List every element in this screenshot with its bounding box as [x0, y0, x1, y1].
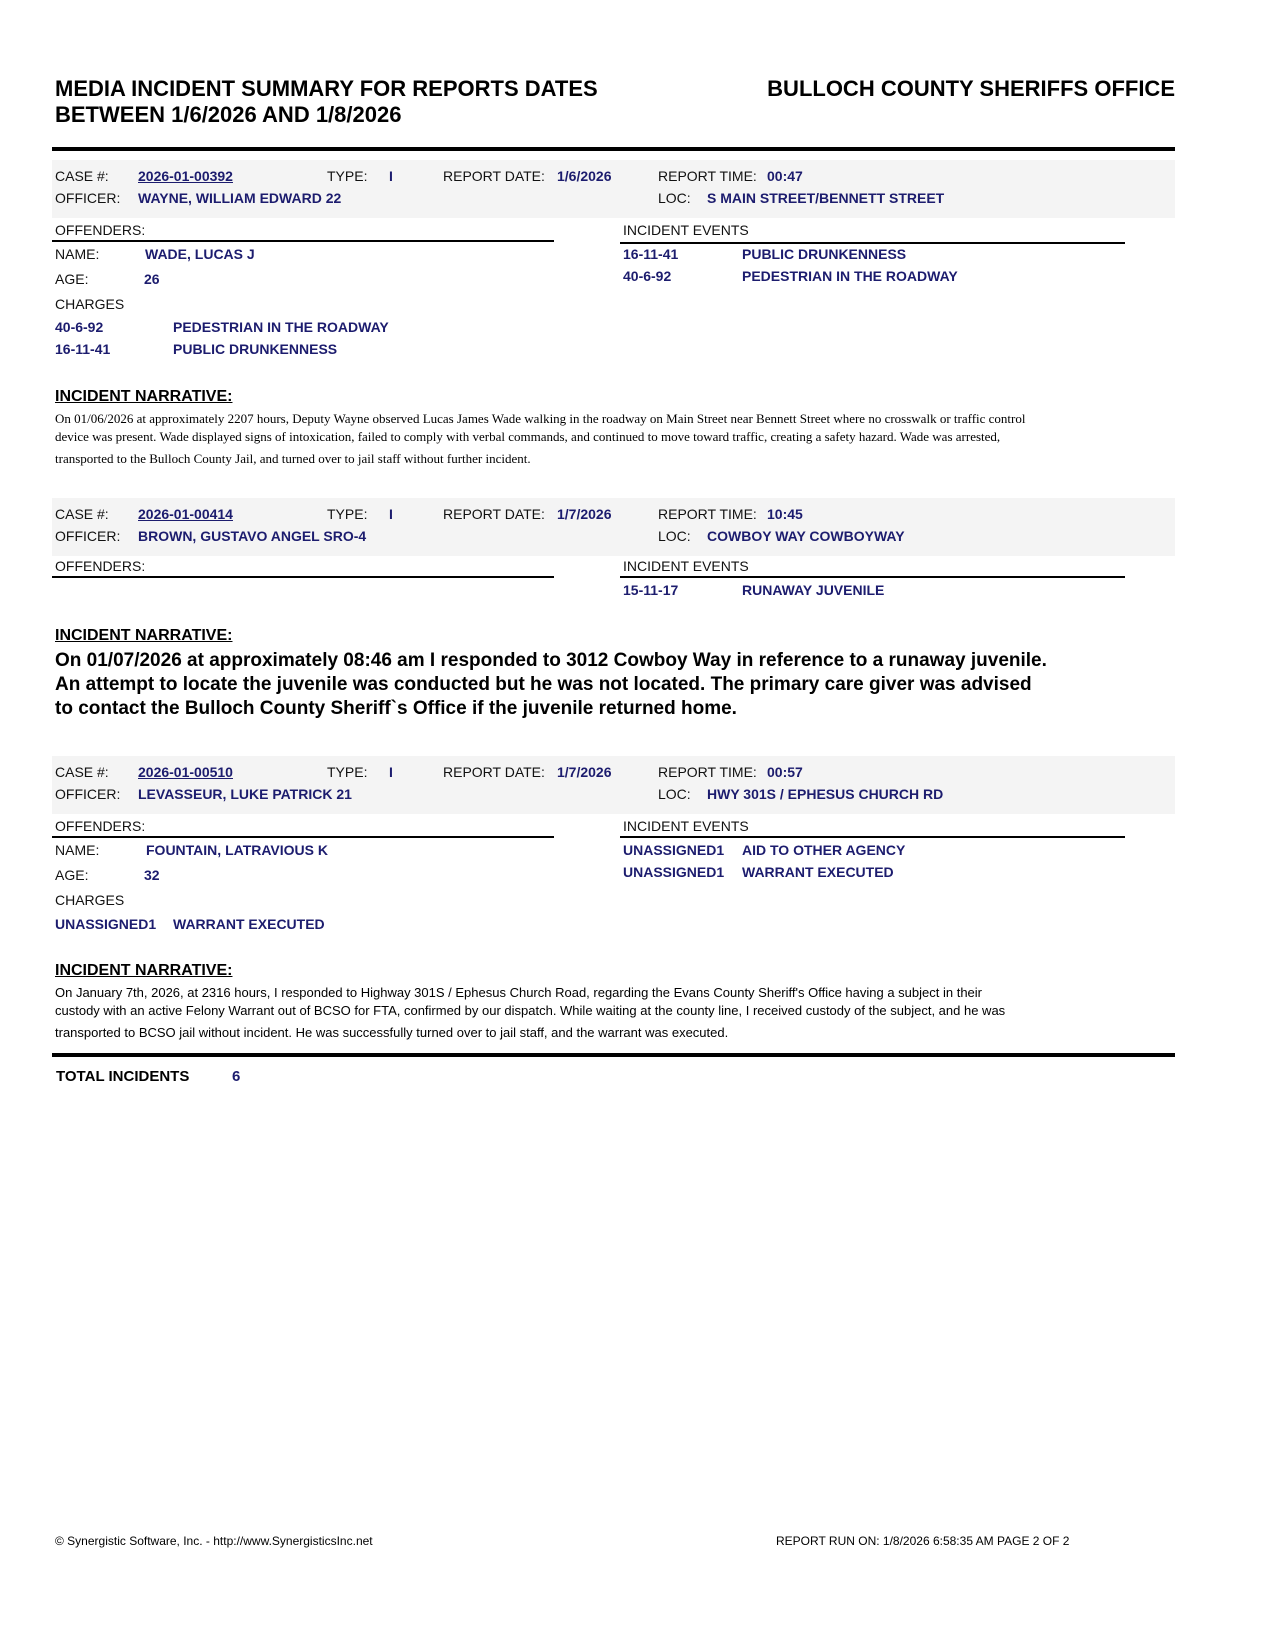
offender-name-value: FOUNTAIN, LATRAVIOUS K: [146, 842, 328, 858]
report-date-label: REPORT DATE:: [443, 506, 545, 522]
offenders-heading: OFFENDERS:: [55, 558, 146, 574]
report-date-label: REPORT DATE:: [443, 168, 545, 184]
report-date-value: 1/7/2026: [557, 506, 612, 522]
event-code: 40-6-92: [623, 268, 672, 284]
offender-name-label: NAME:: [55, 842, 100, 858]
report-date-value: 1/6/2026: [557, 168, 612, 184]
report-date-label: REPORT DATE:: [443, 764, 545, 780]
offender-age-label: AGE:: [55, 867, 89, 883]
narrative-heading: INCIDENT NARRATIVE:: [55, 962, 233, 979]
narrative-line: custody with an active Felony Warrant out of BCSO for FTA, confirmed by our dispatch. While waiting at the county line, I received custody of the subject, and he was: [55, 1003, 1006, 1018]
narrative-line: transported to the Bulloch County Jail, and turned over to jail staff without further incident.: [55, 451, 531, 466]
report-title-line2: BETWEEN 1/6/2026 AND 1/8/2026: [55, 102, 402, 127]
loc-value: COWBOY WAY COWBOYWAY: [707, 528, 905, 544]
loc-label: LOC:: [658, 786, 691, 802]
event-code: UNASSIGNED1: [623, 842, 725, 858]
offender-age-label: AGE:: [55, 271, 89, 287]
charge-code: 40-6-92: [55, 319, 104, 335]
report-time-label: REPORT TIME:: [658, 506, 757, 522]
type-label: TYPE:: [327, 764, 368, 780]
offender-name-value: WADE, LUCAS J: [145, 246, 255, 262]
report-time-value: 00:57: [767, 764, 803, 780]
narrative-line: On 01/07/2026 at approximately 08:46 am I responded to 3012 Cowboy Way in reference to a runaway juvenile.: [55, 650, 1047, 671]
narrative-line: device was present. Wade displayed signs of intoxication, failed to comply with verbal commands, and continued to move toward traffic, creating a safety hazard. Wade was arrested,: [55, 429, 1001, 444]
narrative-line: On January 7th, 2026, at 2316 hours, I responded to Highway 301S / Ephesus Church Road, regarding the Evans County Sheriff's Office having a subject in their: [55, 985, 983, 1000]
charge-desc: PEDESTRIAN IN THE ROADWAY: [173, 319, 389, 335]
event-code: 15-11-17: [623, 582, 679, 598]
offenders-divider: [52, 576, 554, 578]
officer-label: OFFICER:: [55, 528, 121, 544]
case-number-link[interactable]: 2026-01-00392: [138, 168, 233, 184]
narrative-heading: INCIDENT NARRATIVE:: [55, 388, 233, 405]
case-header-band: [52, 160, 1175, 218]
event-desc: RUNAWAY JUVENILE: [742, 582, 885, 598]
charge-desc: WARRANT EXECUTED: [173, 916, 325, 932]
report-time-label: REPORT TIME:: [658, 168, 757, 184]
totals-divider: [52, 1053, 1175, 1057]
case-number-label: CASE #:: [55, 168, 109, 184]
loc-value: S MAIN STREET/BENNETT STREET: [707, 190, 945, 206]
footer-copyright: © Synergistic Software, Inc. - http://www.SynergisticsInc.net: [55, 1534, 373, 1548]
events-divider: [620, 836, 1125, 838]
report-time-value: 00:47: [767, 168, 803, 184]
type-value: I: [389, 168, 393, 184]
type-value: I: [389, 506, 393, 522]
total-incidents-value: 6: [232, 1068, 241, 1085]
narrative-heading: INCIDENT NARRATIVE:: [55, 627, 233, 644]
event-code: UNASSIGNED1: [623, 864, 725, 880]
case-number-label: CASE #:: [55, 764, 109, 780]
report-time-label: REPORT TIME:: [658, 764, 757, 780]
offenders-divider: [52, 836, 554, 838]
report-header: [55, 76, 1175, 148]
events-divider: [620, 576, 1125, 578]
type-label: TYPE:: [327, 168, 368, 184]
officer-value: WAYNE, WILLIAM EDWARD 22: [138, 190, 342, 206]
event-desc: WARRANT EXECUTED: [742, 864, 894, 880]
loc-label: LOC:: [658, 190, 691, 206]
report-title: [55, 76, 695, 128]
report-title-line1: MEDIA INCIDENT SUMMARY FOR REPORTS DATES: [55, 76, 598, 101]
officer-label: OFFICER:: [55, 786, 121, 802]
offenders-heading: OFFENDERS:: [55, 222, 146, 238]
case-number-link[interactable]: 2026-01-00510: [138, 764, 233, 780]
narrative-line: transported to BCSO jail without incident. He was successfully turned over to jail staff, and the warrant was executed.: [55, 1025, 729, 1040]
event-desc: AID TO OTHER AGENCY: [742, 842, 906, 858]
narrative-line: On 01/06/2026 at approximately 2207 hours, Deputy Wayne observed Lucas James Wade walking in the roadway on Main Street near Bennett Street where no crosswalk or traffic control: [55, 411, 1026, 426]
events-divider: [620, 242, 1125, 244]
offender-age-value: 26: [144, 271, 160, 287]
case-number-link[interactable]: 2026-01-00414: [138, 506, 233, 522]
case-block-1: [52, 160, 1175, 466]
incident-events-heading: INCIDENT EVENTS: [623, 222, 749, 238]
officer-value: LEVASSEUR, LUKE PATRICK 21: [138, 786, 352, 802]
offenders-heading: OFFENDERS:: [55, 818, 146, 834]
event-code: 16-11-41: [623, 246, 679, 262]
charge-code: 16-11-41: [55, 341, 111, 357]
header-divider: [52, 147, 1175, 151]
offenders-divider: [52, 240, 554, 242]
agency-name: BULLOCH COUNTY SHERIFFS OFFICE: [767, 76, 1175, 101]
offender-age-value: 32: [144, 867, 160, 883]
incident-events-heading: INCIDENT EVENTS: [623, 558, 749, 574]
charges-heading: CHARGES: [55, 296, 125, 312]
type-label: TYPE:: [327, 506, 368, 522]
case-header-band: [52, 498, 1175, 556]
case-block-2: [52, 498, 1175, 719]
incident-events-heading: INCIDENT EVENTS: [623, 818, 749, 834]
report-time-value: 10:45: [767, 506, 803, 522]
total-incidents-label: TOTAL INCIDENTS: [56, 1068, 190, 1085]
incident-narrative: [55, 984, 1165, 1042]
footer-report-run: REPORT RUN ON: 1/8/2026 6:58:35 AM PAGE 2 OF 2: [776, 1534, 1070, 1548]
case-header-band: [52, 756, 1175, 814]
charges-heading: CHARGES: [55, 892, 125, 908]
charge-desc: PUBLIC DRUNKENNESS: [173, 341, 338, 357]
incident-narrative: [55, 649, 1165, 721]
charge-code: UNASSIGNED1: [55, 916, 157, 932]
type-value: I: [389, 764, 393, 780]
narrative-line: to contact the Bulloch County Sheriff`s Office if the juvenile returned home.: [55, 698, 737, 719]
event-desc: PEDESTRIAN IN THE ROADWAY: [742, 268, 958, 284]
offender-name-label: NAME:: [55, 246, 100, 262]
case-number-label: CASE #:: [55, 506, 109, 522]
loc-label: LOC:: [658, 528, 691, 544]
event-desc: PUBLIC DRUNKENNESS: [742, 246, 907, 262]
report-date-value: 1/7/2026: [557, 764, 612, 780]
case-block-3: [52, 756, 1175, 1040]
officer-label: OFFICER:: [55, 190, 121, 206]
incident-narrative: [55, 410, 1165, 468]
loc-value: HWY 301S / EPHESUS CHURCH RD: [707, 786, 944, 802]
officer-value: BROWN, GUSTAVO ANGEL SRO-4: [138, 528, 367, 544]
narrative-line: An attempt to locate the juvenile was conducted but he was not located. The primary care giver was advised: [55, 674, 1032, 695]
